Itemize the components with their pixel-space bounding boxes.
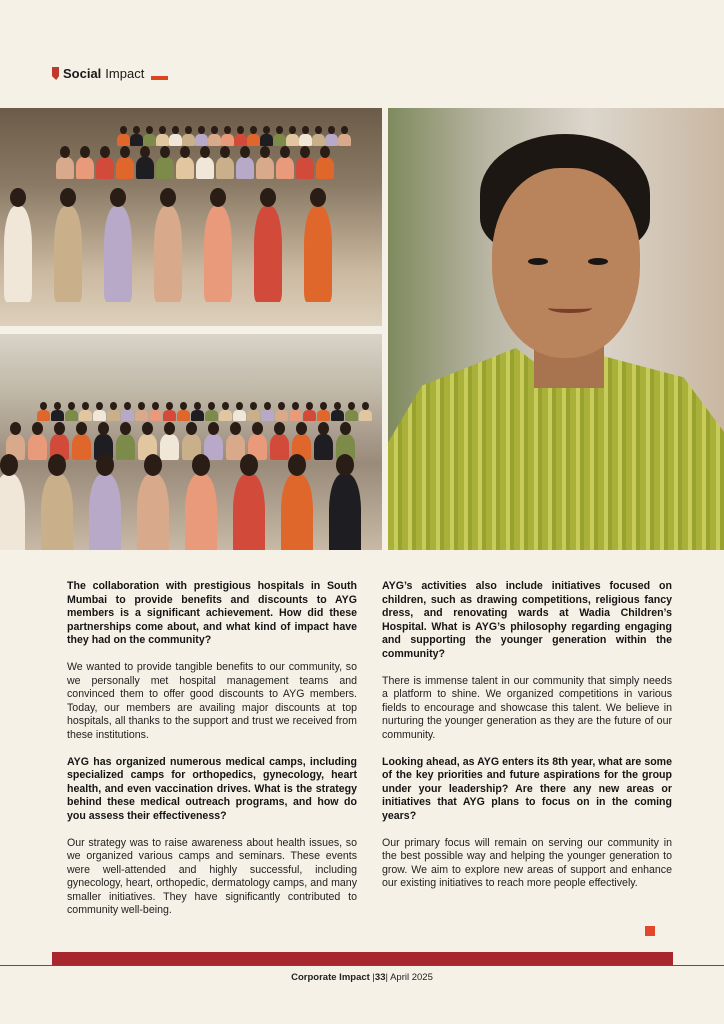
attendee-body <box>338 134 351 147</box>
attendee-body <box>79 410 92 421</box>
attendee-body <box>51 410 64 421</box>
attendee-head <box>260 146 270 158</box>
attendee-head <box>76 422 87 435</box>
attendee-body <box>236 157 254 179</box>
attendee-body <box>116 434 136 460</box>
attendee-head <box>120 422 131 435</box>
attendee-body <box>304 206 333 302</box>
attendee-body <box>121 410 134 421</box>
attendee-body <box>359 410 372 421</box>
folio-separator: | <box>385 972 391 983</box>
interview-question: The collaboration with prestigious hospitals in South Mumbai to provide benefits and discounts to AYG members is a significant achievement. How did these partnerships come about, and what kind of impact have they had on the community? <box>67 580 357 646</box>
attendee-body <box>143 134 156 147</box>
attendee-head <box>160 146 170 158</box>
attendee-body <box>329 474 361 550</box>
attendee-body <box>177 410 190 421</box>
attendee-body <box>270 434 290 460</box>
attendee-body <box>345 410 358 421</box>
attendee-body <box>260 134 273 147</box>
attendee-body <box>116 157 134 179</box>
attendee-head <box>320 146 330 158</box>
attendee-head <box>300 146 310 158</box>
attendee-head <box>60 188 76 207</box>
attendee-body <box>273 134 286 147</box>
attendee-body <box>37 410 50 421</box>
attendee-body <box>56 157 74 179</box>
attendee-body <box>191 410 204 421</box>
attendee-body <box>136 157 154 179</box>
bookmark-icon <box>52 67 59 80</box>
attendee-body <box>314 434 334 460</box>
attendee-head <box>0 454 18 476</box>
attendee-body <box>4 206 33 302</box>
attendee-body <box>281 474 313 550</box>
attendee-body <box>156 157 174 179</box>
attendee-body <box>205 410 218 421</box>
attendee-body <box>117 134 130 147</box>
interview-answer: There is immense talent in our community that simply needs a platform to shine. We organized competitions in various fields to encourage and showcase this talent. We believe in nurturing the younger generation as they are the future of our community. <box>382 674 672 741</box>
attendee-body <box>261 410 274 421</box>
attendee-body <box>65 410 78 421</box>
attendee-body <box>89 474 121 550</box>
attendee-head <box>340 422 351 435</box>
attendee-body <box>233 474 265 550</box>
attendee-head <box>186 422 197 435</box>
attendee-body <box>312 134 325 147</box>
attendee-head <box>240 454 258 476</box>
attendee-body <box>182 134 195 147</box>
event-audience-photo-bottom <box>0 334 382 550</box>
attendee-head <box>48 454 66 476</box>
attendee-body <box>185 474 217 550</box>
section-title-bold: Social <box>63 66 102 81</box>
attendee-head <box>164 422 175 435</box>
interview-answer: We wanted to provide tangible benefits to our community, so we personally met hospital management teams and convinced them to offer good discounts to AYG members. Today, our members are availing major discounts at top hospitals, all thanks to the support and trust we received from these institutions. <box>67 661 357 741</box>
attendee-body <box>96 157 114 179</box>
attendee-body <box>107 410 120 421</box>
portrait-eye-right <box>588 258 608 265</box>
attendee-body <box>28 434 48 460</box>
interview-answer: Our strategy was to raise awareness about health issues, so we organized various camps and seminars. These events were well-attended and highly successful, including gynecology, heart, orthopedic, dermatology camps, and many smaller initiatives. They have significantly contributed to community well-being. <box>67 836 357 916</box>
attendee-body <box>208 134 221 147</box>
attendee-head <box>120 146 130 158</box>
attendee-head <box>10 422 21 435</box>
footer-folio <box>0 972 724 983</box>
attendee-body <box>254 206 283 302</box>
article-column-right <box>382 580 672 904</box>
portrait-photo <box>388 108 724 550</box>
attendee-head <box>336 454 354 476</box>
attendee-body <box>233 410 246 421</box>
attendee-head <box>310 188 326 207</box>
attendee-body <box>135 410 148 421</box>
attendee-body <box>289 410 302 421</box>
section-title-rest: Impact <box>105 66 145 81</box>
attendee-head <box>98 422 109 435</box>
attendee-body <box>331 410 344 421</box>
attendee-body <box>317 410 330 421</box>
issue-date: April 2025 <box>390 972 433 983</box>
magazine-name: Corporate Impact <box>291 972 370 983</box>
attendee-head <box>200 146 210 158</box>
end-of-article-marker <box>645 926 655 936</box>
attendee-head <box>208 422 219 435</box>
attendee-body <box>325 134 338 147</box>
attendee-body <box>216 157 234 179</box>
attendee-head <box>140 146 150 158</box>
attendee-body <box>247 134 260 147</box>
attendee-body <box>72 434 92 460</box>
attendee-body <box>0 474 25 550</box>
attendee-head <box>230 422 241 435</box>
attendee-body <box>276 157 294 179</box>
attendee-body <box>154 206 183 302</box>
attendee-body <box>204 206 233 302</box>
portrait-eye-left <box>528 258 548 265</box>
attendee-head <box>144 454 162 476</box>
attendee-head <box>220 146 230 158</box>
attendee-head <box>54 422 65 435</box>
attendee-body <box>234 134 247 147</box>
attendee-body <box>299 134 312 147</box>
attendee-body <box>76 157 94 179</box>
attendee-body <box>256 157 274 179</box>
attendee-body <box>156 134 169 147</box>
attendee-head <box>288 454 306 476</box>
attendee-body <box>54 206 83 302</box>
attendee-head <box>100 146 110 158</box>
attendee-head <box>280 146 290 158</box>
attendee-body <box>316 157 334 179</box>
portrait-face <box>492 168 640 358</box>
attendee-head <box>10 188 26 207</box>
attendee-body <box>41 474 73 550</box>
attendee-head <box>60 146 70 158</box>
page-number: 33 <box>374 972 386 983</box>
attendee-body <box>286 134 299 147</box>
attendee-head <box>142 422 153 435</box>
attendee-body <box>176 157 194 179</box>
attendee-body <box>296 157 314 179</box>
attendee-head <box>260 188 276 207</box>
interview-answer: Our primary focus will remain on serving our community in the best possible way and helping the younger generation to grow. We aim to explore new areas of support and enhance our existing initiatives to reach more people effectively. <box>382 836 672 889</box>
attendee-body <box>275 410 288 421</box>
section-underline <box>151 76 168 80</box>
attendee-head <box>180 146 190 158</box>
attendee-body <box>195 134 208 147</box>
attendee-head <box>160 188 176 207</box>
portrait-mouth <box>548 303 592 313</box>
attendee-body <box>219 410 232 421</box>
event-audience-photo-top <box>0 108 382 326</box>
attendee-head <box>210 188 226 207</box>
attendee-head <box>96 454 114 476</box>
attendee-body <box>93 410 106 421</box>
interview-question: AYG has organized numerous medical camps, including specialized camps for orthopedics, gynecology, heart health, and even vaccination drives. What is the strategy behind these medical outreach programs, and how do you assess their effectiveness? <box>67 755 357 822</box>
attendee-head <box>240 146 250 158</box>
attendee-head <box>32 422 43 435</box>
attendee-body <box>303 410 316 421</box>
attendee-body <box>163 410 176 421</box>
attendee-head <box>252 422 263 435</box>
attendee-body <box>104 206 133 302</box>
attendee-head <box>192 454 210 476</box>
attendee-head <box>110 188 126 207</box>
interview-question: AYG’s activities also include initiatives focused on children, such as drawing competitions, religious fancy dress, and renovating wards at Wadia Children’s Hospital. What is AYG’s philosophy regarding engaging and supporting the younger generation within the community? <box>382 580 672 660</box>
attendee-body <box>130 134 143 147</box>
attendee-body <box>221 134 234 147</box>
section-header <box>52 66 168 81</box>
article-column-left <box>67 580 357 931</box>
attendee-head <box>296 422 307 435</box>
attendee-body <box>196 157 214 179</box>
footer-divider <box>0 965 724 966</box>
interview-question: Looking ahead, as AYG enters its 8th year, what are some of the key priorities and future aspirations for the group under your leadership? Are there any new areas or initiatives that AYG plans to focus on in the coming years? <box>382 755 672 822</box>
attendee-body <box>160 434 180 460</box>
attendee-body <box>169 134 182 147</box>
attendee-body <box>247 410 260 421</box>
footer-bar <box>52 952 673 965</box>
attendee-head <box>80 146 90 158</box>
attendee-body <box>137 474 169 550</box>
attendee-head <box>318 422 329 435</box>
folio-separator: | <box>369 972 375 983</box>
attendee-body <box>149 410 162 421</box>
attendee-head <box>274 422 285 435</box>
